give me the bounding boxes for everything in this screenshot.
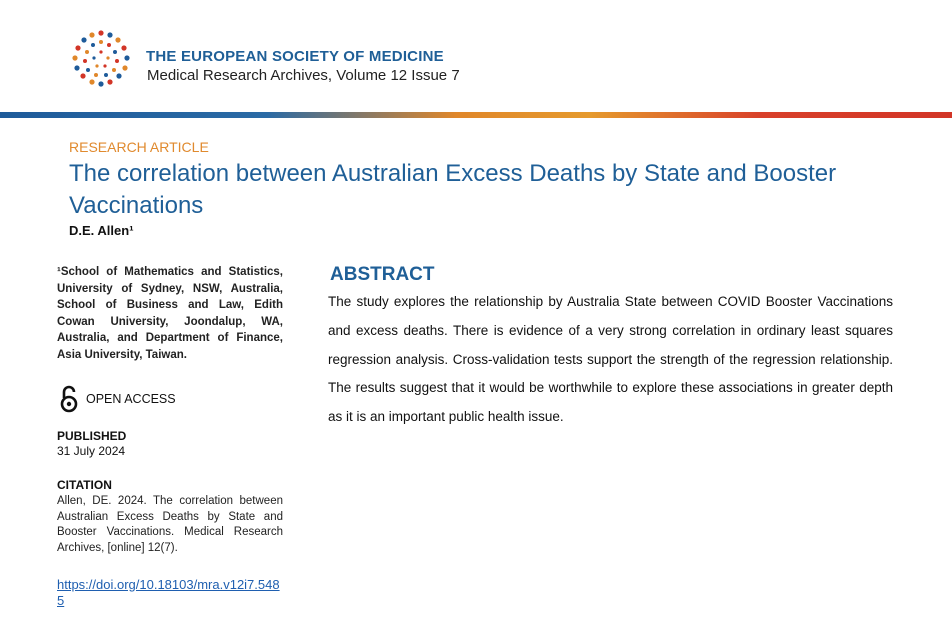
open-access-lock-icon (58, 384, 80, 414)
header-divider (0, 112, 952, 118)
article-title: The correlation between Australian Excess Deaths by State and Booster Vaccinations (69, 160, 837, 219)
open-access-label: OPEN ACCESS (86, 392, 176, 406)
author-name: D.E. Allen¹ (69, 223, 134, 238)
author-affiliation: ¹School of Mathematics and Statistics, University of Sydney, NSW, Australia, School of Business and Law, Edith Cowan University, Joondalup, WA, Australia, and Department of Finance, Asia University, Taiwan. (57, 266, 283, 361)
published-date: 31 July 2024 (57, 444, 126, 458)
journal-info: Medical Research Archives, Volume 12 Issue 7 (147, 67, 460, 84)
citation-heading: CITATION (57, 478, 112, 492)
article-type: RESEARCH ARTICLE (69, 139, 209, 155)
abstract-text: The study explores the relationship by Australia State between COVID Booster Vaccinations and excess deaths. There is evidence of a very strong correlation in ordinary least squares regression analysis. Cross-validation tests support the strength of the regression relationship. The results suggest that it would be worthwhile to explore these associations in greater depth as it is an important public health issue. (328, 294, 893, 425)
citation-text: Allen, DE. 2024. The correlation between Australian Excess Deaths by State and Booster Vaccinations. Medical Research Archives, [online] 12(7). (57, 495, 283, 554)
doi-link[interactable]: https://doi.org/10.18103/mra.v12i7.5485 (57, 577, 280, 608)
society-name: THE EUROPEAN SOCIETY OF MEDICINE (146, 48, 444, 65)
society-logo-icon (70, 30, 132, 88)
open-access-badge (58, 384, 176, 414)
published-heading: PUBLISHED (57, 429, 127, 443)
abstract-heading: ABSTRACT (330, 264, 435, 285)
